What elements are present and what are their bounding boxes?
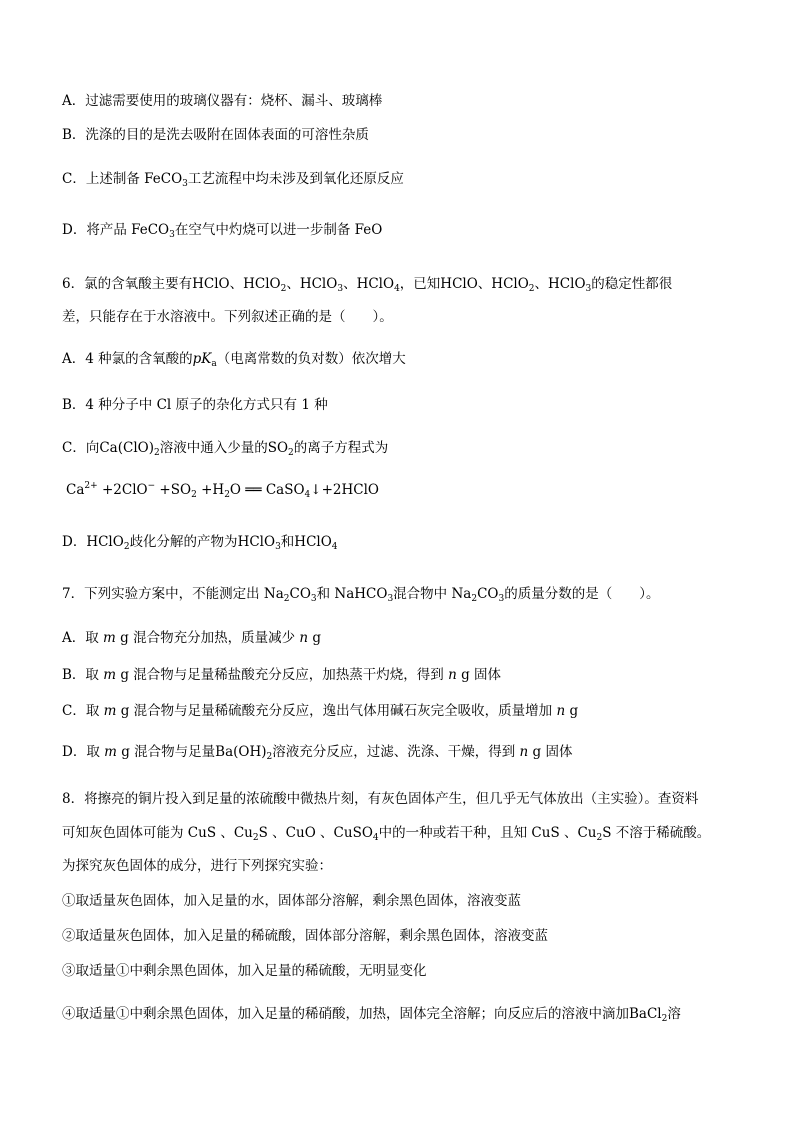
q6-option-c — [62, 438, 388, 458]
q8-stem-line2 — [62, 823, 710, 843]
q7-option-c — [62, 701, 578, 721]
q6-option-c-text: 的离子方程式为 — [293, 440, 389, 456]
formula: HClO — [299, 276, 338, 292]
q8-stem-text: S 、CuO 、CuSO — [258, 825, 373, 841]
q7-stem-text: 的质量分数的是（ ）。 — [504, 586, 660, 602]
q7-option-b-text: g 混合物与足量稀盐酸充分反应，加热蒸干灼烧，得到 — [120, 667, 444, 683]
q6-stem-text: 的稳定性都很 — [591, 276, 673, 292]
q6-option-b-text: B．4 种分子中 Cl 原子的杂化方式只有 1 种 — [62, 397, 328, 413]
subscript: a — [211, 359, 217, 369]
formula: Ca — [66, 482, 85, 498]
q6-option-b — [62, 395, 328, 415]
q5-option-a-text: A．过滤需要使用的玻璃仪器有：烧杯、漏斗、玻璃棒 — [62, 93, 383, 109]
formula: HClO — [86, 534, 124, 550]
subscript: 2 — [153, 448, 160, 458]
q7-option-b — [62, 665, 501, 685]
variable: n — [519, 744, 529, 760]
q8-stem-line1 — [62, 789, 698, 809]
q7-option-b-text: g 固体 — [461, 667, 501, 683]
q5-option-b-text: B．洗涤的目的是洗去吸附在固体表面的可溶性杂质 — [62, 127, 369, 143]
q7-option-a-text: g — [312, 630, 322, 646]
subscript: 2 — [252, 833, 259, 843]
subscript: 2 — [280, 284, 287, 294]
q6-option-d — [62, 532, 338, 552]
q7-option-a-text: g 混合物充分加热，质量减少 — [120, 630, 296, 646]
formula: pK — [192, 351, 212, 367]
subscript: 3 — [387, 594, 394, 604]
q8-experiment-3 — [62, 961, 427, 981]
formula: +2ClO — [97, 482, 148, 498]
subscript: 3 — [498, 594, 505, 604]
subscript: 2 — [266, 752, 273, 762]
q5-option-d-text: 在空气中灼烧可以进一步制备 FeO — [174, 222, 383, 238]
q6-stem-text: 差，只能存在于水溶液中。下列叙述正确的是（ ）。 — [62, 309, 393, 325]
q8-stem-text: 可知灰色固体可能为 CuS 、Cu — [62, 825, 253, 841]
formula: Ca(ClO) — [99, 440, 154, 456]
superscript: − — [147, 481, 156, 491]
q8-stem-text: 为探究灰色固体的成分，进行下列探究实验： — [62, 858, 332, 874]
subscript: 4 — [304, 490, 311, 500]
q6-stem-text: ，已知 — [399, 276, 441, 292]
q5-option-d-text: D．将产品 FeCO — [62, 222, 170, 238]
formula: +H — [196, 482, 225, 498]
formula: HClO — [243, 276, 281, 292]
q8-experiment-text: ②取适量灰色固体，加入足量的稀硫酸，固体部分溶解，剩余黑色固体，溶液变蓝 — [62, 928, 548, 944]
q7-stem-text: 和 NaHCO — [316, 586, 388, 602]
variable: m — [104, 744, 117, 760]
q5-option-c-text: 工艺流程中均未涉及到氧化还原反应 — [187, 171, 404, 187]
formula: Ba(OH) — [215, 744, 267, 760]
variable: m — [103, 703, 117, 719]
superscript: 2+ — [84, 481, 98, 491]
q8-stem-text: 8．将擦亮的铜片投入到足量的浓硫酸中微热片刻，有灰色固体产生，但几乎无气体放出（主实验）。查资料 — [62, 791, 699, 807]
subscript: 2 — [224, 490, 230, 500]
variable: n — [448, 667, 457, 683]
q8-experiment-text: ④取适量①中剩余黑色固体，加入足量的稀硝酸，加热，固体完全溶解；向反应后的溶液中滴加 — [62, 1006, 629, 1022]
subscript: 2 — [471, 594, 478, 604]
q8-experiment-text: ①取适量灰色固体，加入足量的水，固体部分溶解，剩余黑色固体，溶液变蓝 — [62, 893, 521, 909]
q6-stem-text: 6．氯的含氧酸主要有 — [62, 276, 193, 292]
q5-option-c-text: C．上述制备 FeCO — [62, 171, 183, 187]
subscript: 3 — [275, 542, 281, 552]
q6-ionic-equation — [66, 480, 379, 500]
q7-option-d-text: D．取 — [62, 744, 100, 760]
q6-option-c-text: 溶液中通入少量的 — [159, 440, 268, 456]
subscript: 2 — [191, 490, 197, 500]
subscript: 2 — [123, 542, 130, 552]
subscript: 4 — [372, 833, 379, 843]
formula: HClO — [294, 534, 332, 550]
q8-stem-text: 中的一种或若干种，且知 CuS 、Cu — [378, 825, 597, 841]
subscript: 3 — [169, 230, 175, 240]
q7-option-d — [62, 742, 572, 762]
q7-option-c-text: g 混合物与足量稀硫酸充分反应，逸出气体用碱石灰完全吸收，质量增加 — [120, 703, 553, 719]
q6-option-c-text: C．向 — [62, 440, 100, 456]
q8-experiment-text: ③取适量①中剩余黑色固体，加入足量的稀硫酸，无明显变化 — [62, 963, 427, 979]
q7-option-c-text: C．取 — [62, 703, 100, 719]
q6-option-d-text: D． — [62, 534, 87, 550]
q7-option-a — [62, 628, 321, 648]
q7-option-b-text: B．取 — [62, 667, 99, 683]
subscript: 3 — [337, 284, 344, 294]
formula: BaCl — [629, 1006, 662, 1022]
q7-stem — [62, 584, 659, 604]
formula: HClO — [491, 276, 529, 292]
q7-option-a-text: A．取 — [62, 630, 99, 646]
subscript: 4 — [331, 542, 338, 552]
q6-option-d-text: 歧化分解的产物为 — [129, 534, 238, 550]
subscript: 3 — [585, 284, 592, 294]
q6-option-d-text: 和 — [280, 534, 295, 550]
q8-stem-line3 — [62, 856, 332, 876]
q5-option-a — [62, 91, 382, 111]
subscript: 2 — [596, 833, 603, 843]
q5-option-b — [62, 125, 369, 145]
variable: m — [103, 630, 116, 646]
q6-option-a-text: A．4 种氯的含氧酸的 — [62, 351, 193, 367]
subscript: 3 — [310, 594, 317, 604]
q7-option-c-text: g — [569, 703, 579, 719]
variable: n — [556, 703, 566, 719]
q8-stem-text: S 不溶于稀硫酸。 — [602, 825, 711, 841]
q6-stem-text: 、 — [286, 276, 300, 292]
q6-stem-line1 — [62, 274, 672, 294]
formula: HClO — [356, 276, 395, 292]
q6-option-a-text: （电离常数的负对数）依次增大 — [216, 351, 406, 367]
q6-option-a — [62, 349, 406, 369]
q6-stem-text: 、 — [534, 276, 549, 292]
formula: +SO — [155, 482, 192, 498]
q5-option-d — [62, 220, 382, 240]
q7-stem-text: 混合物中 Na — [393, 586, 472, 602]
subscript: 2 — [288, 448, 294, 458]
formula: CO — [477, 586, 499, 602]
formula: HClO — [440, 276, 478, 292]
q5-option-c — [62, 169, 404, 189]
q7-option-d-text: 溶液充分反应，过滤、洗涤、干燥，得到 — [272, 744, 516, 760]
q6-stem-line2 — [62, 307, 393, 327]
q7-option-d-text: g 固体 — [532, 744, 573, 760]
q7-option-d-text: g 混合物与足量 — [121, 744, 216, 760]
formula: ↓+2HClO — [310, 482, 379, 498]
formula: HClO — [192, 276, 230, 292]
formula: SO — [267, 440, 289, 456]
q6-stem-text: 、 — [477, 276, 492, 292]
formula: HClO — [237, 534, 276, 550]
subscript: 2 — [283, 594, 290, 604]
q8-experiment-1 — [62, 891, 521, 911]
subscript: 2 — [661, 1014, 668, 1024]
q7-stem-text: 7．下列实验方案中，不能测定出 Na — [62, 586, 284, 602]
formula: HClO — [548, 276, 586, 292]
q6-stem-text: 、 — [343, 276, 357, 292]
formula: O ══ CaSO — [229, 482, 305, 498]
q6-stem-text: 、 — [229, 276, 244, 292]
q8-experiment-2 — [62, 926, 548, 946]
subscript: 2 — [528, 284, 535, 294]
formula: CO — [289, 586, 311, 602]
q8-experiment-4 — [62, 1004, 681, 1024]
variable: m — [103, 667, 117, 683]
variable: n — [299, 630, 309, 646]
subscript: 4 — [394, 284, 400, 294]
q8-experiment-text: 溶 — [667, 1006, 681, 1022]
subscript: 3 — [182, 179, 188, 189]
